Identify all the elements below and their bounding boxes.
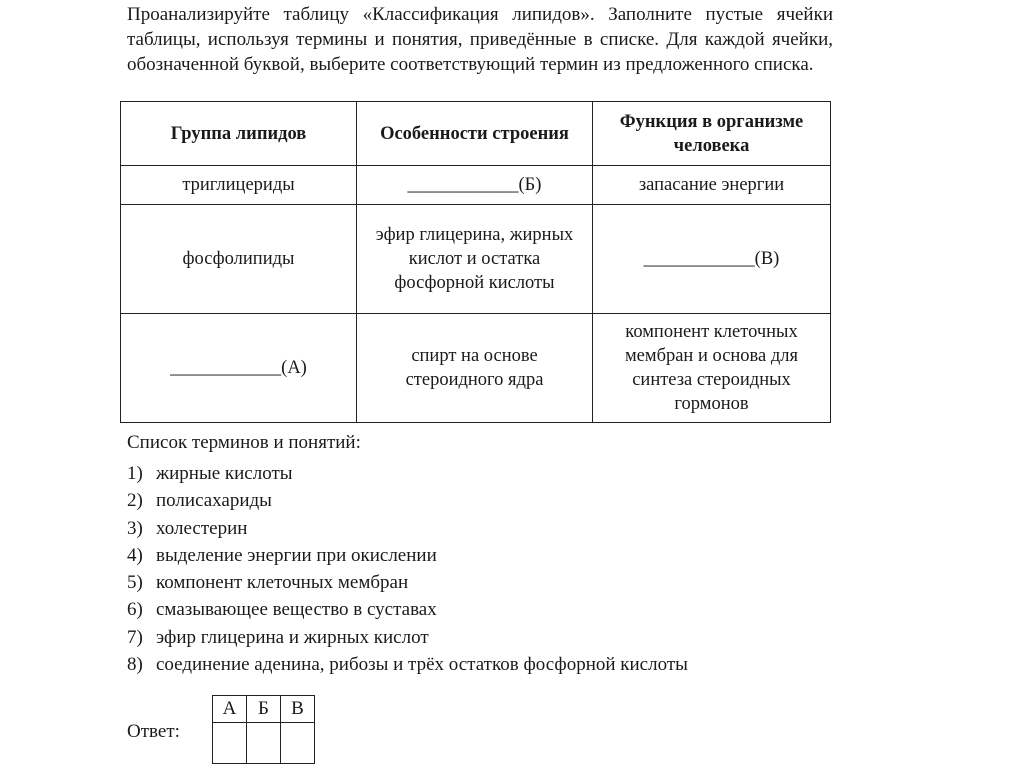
answer-letter-v: В [281, 696, 315, 723]
term-text: жирные кислоты [156, 463, 293, 484]
term-number: 8) [127, 654, 143, 676]
answer-letters-row [213, 696, 315, 723]
task-instructions: Проанализируйте таблицу «Классификация липидов». Заполните пустые ячейки таблицы, используя термины и понятия, приведённые в списке. Для каждой ячейки, обозначенной буквой, выберите соответствующий термин из предложенного списка. [127, 4, 833, 75]
list-item [127, 515, 688, 542]
answer-cell-a[interactable] [213, 723, 247, 764]
cell-group-blank-a: ____________(А) [121, 314, 357, 423]
term-text: соединение аденина, рибозы и трёх остатков фосфорной кислоты [156, 654, 688, 676]
answer-cell-v[interactable] [281, 723, 315, 764]
answer-label: Ответ: [127, 721, 180, 742]
cell-function: компонент клеточных мембран и основа для синтеза стероидных гормонов [593, 314, 831, 423]
table-row [121, 314, 831, 423]
term-text: смазывающее вещество в суставах [156, 599, 437, 621]
cell-structure-blank-b: ____________(Б) [357, 166, 593, 205]
list-item [127, 542, 688, 569]
list-item [127, 487, 688, 514]
lipid-classification-table [120, 101, 831, 423]
table-header-row [121, 102, 831, 166]
answer-letter-a: А [213, 696, 247, 723]
term-number: 6) [127, 599, 143, 621]
answer-input-row [213, 723, 315, 764]
list-item [127, 569, 688, 596]
term-number: 1) [127, 463, 143, 484]
cell-structure: спирт на основе стероидного ядра [357, 314, 593, 423]
term-text: компонент клеточных мембран [156, 572, 409, 594]
table-row [121, 205, 831, 314]
answer-grid [212, 695, 315, 764]
cell-group: триглицериды [121, 166, 357, 205]
term-number: 3) [127, 517, 143, 539]
header-lipid-group: Группа липидов [121, 102, 357, 166]
term-number: 2) [127, 490, 143, 512]
terms-list-title: Список терминов и понятий: [127, 432, 361, 453]
term-number: 7) [127, 626, 143, 648]
list-item [127, 460, 688, 487]
term-text: холестерин [156, 517, 248, 539]
cell-function: запасание энергии [593, 166, 831, 205]
terms-list [127, 460, 688, 678]
answer-cell-b[interactable] [247, 723, 281, 764]
term-text: выделение энергии при окислении [156, 544, 437, 566]
cell-function-blank-v: ____________(В) [593, 205, 831, 314]
list-item [127, 596, 688, 623]
term-text: полисахариды [156, 490, 272, 512]
term-number: 4) [127, 544, 143, 566]
table-row [121, 166, 831, 205]
cell-structure: эфир глицерина, жирных кислот и остатка фосфорной кислоты [357, 205, 593, 314]
header-structure: Особенности строения [357, 102, 593, 166]
list-item [127, 651, 688, 678]
term-text: эфир глицерина и жирных кислот [156, 626, 429, 648]
header-function: Функция в организме человека [593, 102, 831, 166]
cell-group: фосфолипиды [121, 205, 357, 314]
list-item [127, 624, 688, 651]
term-number: 5) [127, 572, 143, 594]
answer-letter-b: Б [247, 696, 281, 723]
